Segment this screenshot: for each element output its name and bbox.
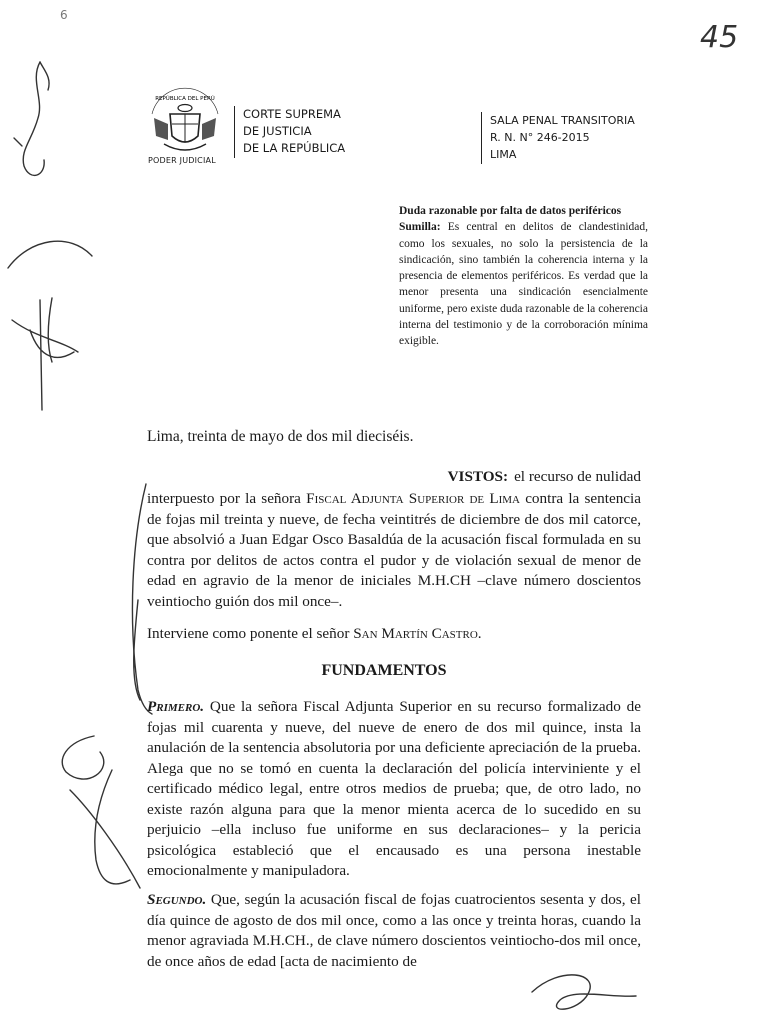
case-city: LIMA xyxy=(490,148,517,161)
handwritten-page-number: 45 xyxy=(700,20,739,55)
vistos-first-line: el recurso de nulidad xyxy=(514,468,641,485)
primero-text: Que la señora Fiscal Adjunta Superior en su recurso formalizado de fojas mil cuarenta y nueve, del nueve de enero de dos mil quince, insta la anulación de la sentencia absolutoria por una deficiente apreciación de la prueba. Alega que no se tomó en cuenta la declaración del policía interviniente y el certificado médico legal, entre otros medios de prueba; que, de otro lado, no existe razón alguna para que la menor mienta acerca de lo sucedido en su perjuicio –ella incluso fue uniforme en sus declaraciones– y la pericia psicológica estableció que el encausado es una persona inestable emocionalmente y manipuladora. xyxy=(147,698,641,879)
court-name-block xyxy=(234,106,345,158)
document-date: Lima, treinta de mayo de dos mil dieciséis. xyxy=(147,428,414,445)
sumilla-body xyxy=(399,219,648,349)
primero-paragraph xyxy=(147,697,641,882)
court-line: DE LA REPÚBLICA xyxy=(243,141,346,155)
primero-lead: Primero. xyxy=(147,698,205,715)
court-line: DE JUSTICIA xyxy=(243,124,312,138)
ponente-end: . xyxy=(477,625,482,642)
seal-caption: PODER JUDICIAL xyxy=(148,156,216,165)
ponente-name: San Martín Castro xyxy=(353,625,478,642)
case-reference-block xyxy=(481,112,635,164)
sumilla-title: Duda razonable por falta de datos periféricos xyxy=(399,205,622,217)
segundo-text: Que, según la acusación fiscal de fojas cuatrocientos sesenta y dos, el día quince de agosto de dos mil once, como a las once y treinta horas, cuando la menor agraviada M.H.CH., de clave número doscientos veintiocho-dos mil once, de once años de edad [acta de nacimiento de xyxy=(147,891,641,970)
case-number: R. N. N° 246-2015 xyxy=(490,131,590,144)
segundo-lead: Segundo. xyxy=(147,891,207,908)
vistos-text-b: contra la sentencia de fojas mil treinta y nueve, de fecha veintitrés de diciembre de dos mil catorce, que absolvió a Juan Edgar Osco Basaldúa de la acusación fiscal formulada en su contra por delitos de actos contra el pudor y de violación sexual de menor de edad en agravio de la menor de iniciales M.H.CH –clave número doscientos veintiocho guión dos mil once–. xyxy=(147,490,641,610)
vistos-paragraph xyxy=(147,489,641,612)
sumilla-text: Es central en delitos de clandestinidad, como los sexuales, no solo la persistencia de la sindicación, sino también la coherencia interna y la presencia de elementos periféricos. Es verdad que la menor presenta una sindicación esencialmente uniforme, pero existe duda razonable de la coherencia interna del testimonio y de la corroboración mínima exigible. xyxy=(399,221,648,348)
seal-arc-text: REPÚBLICA DEL PERÚ xyxy=(155,96,215,102)
segundo-paragraph xyxy=(147,890,641,972)
vistos-text-a: interpuesto por la señora xyxy=(147,490,307,507)
court-line: CORTE SUPREMA xyxy=(243,107,341,121)
handwritten-mark-top-left: 6 xyxy=(60,8,68,22)
vistos-label: VISTOS: xyxy=(447,468,509,485)
sumilla-box xyxy=(399,203,648,350)
sumilla-label: Sumilla: xyxy=(399,221,441,234)
sala-line: SALA PENAL TRANSITORIA xyxy=(490,114,635,127)
fundamentos-heading: FUNDAMENTOS xyxy=(321,662,447,679)
fiscal-name: Fiscal Adjunta Superior de Lima xyxy=(306,490,520,507)
ponente-paragraph xyxy=(147,624,641,645)
ponente-text: Interviene como ponente el señor xyxy=(147,625,354,642)
vistos-line xyxy=(147,468,641,486)
